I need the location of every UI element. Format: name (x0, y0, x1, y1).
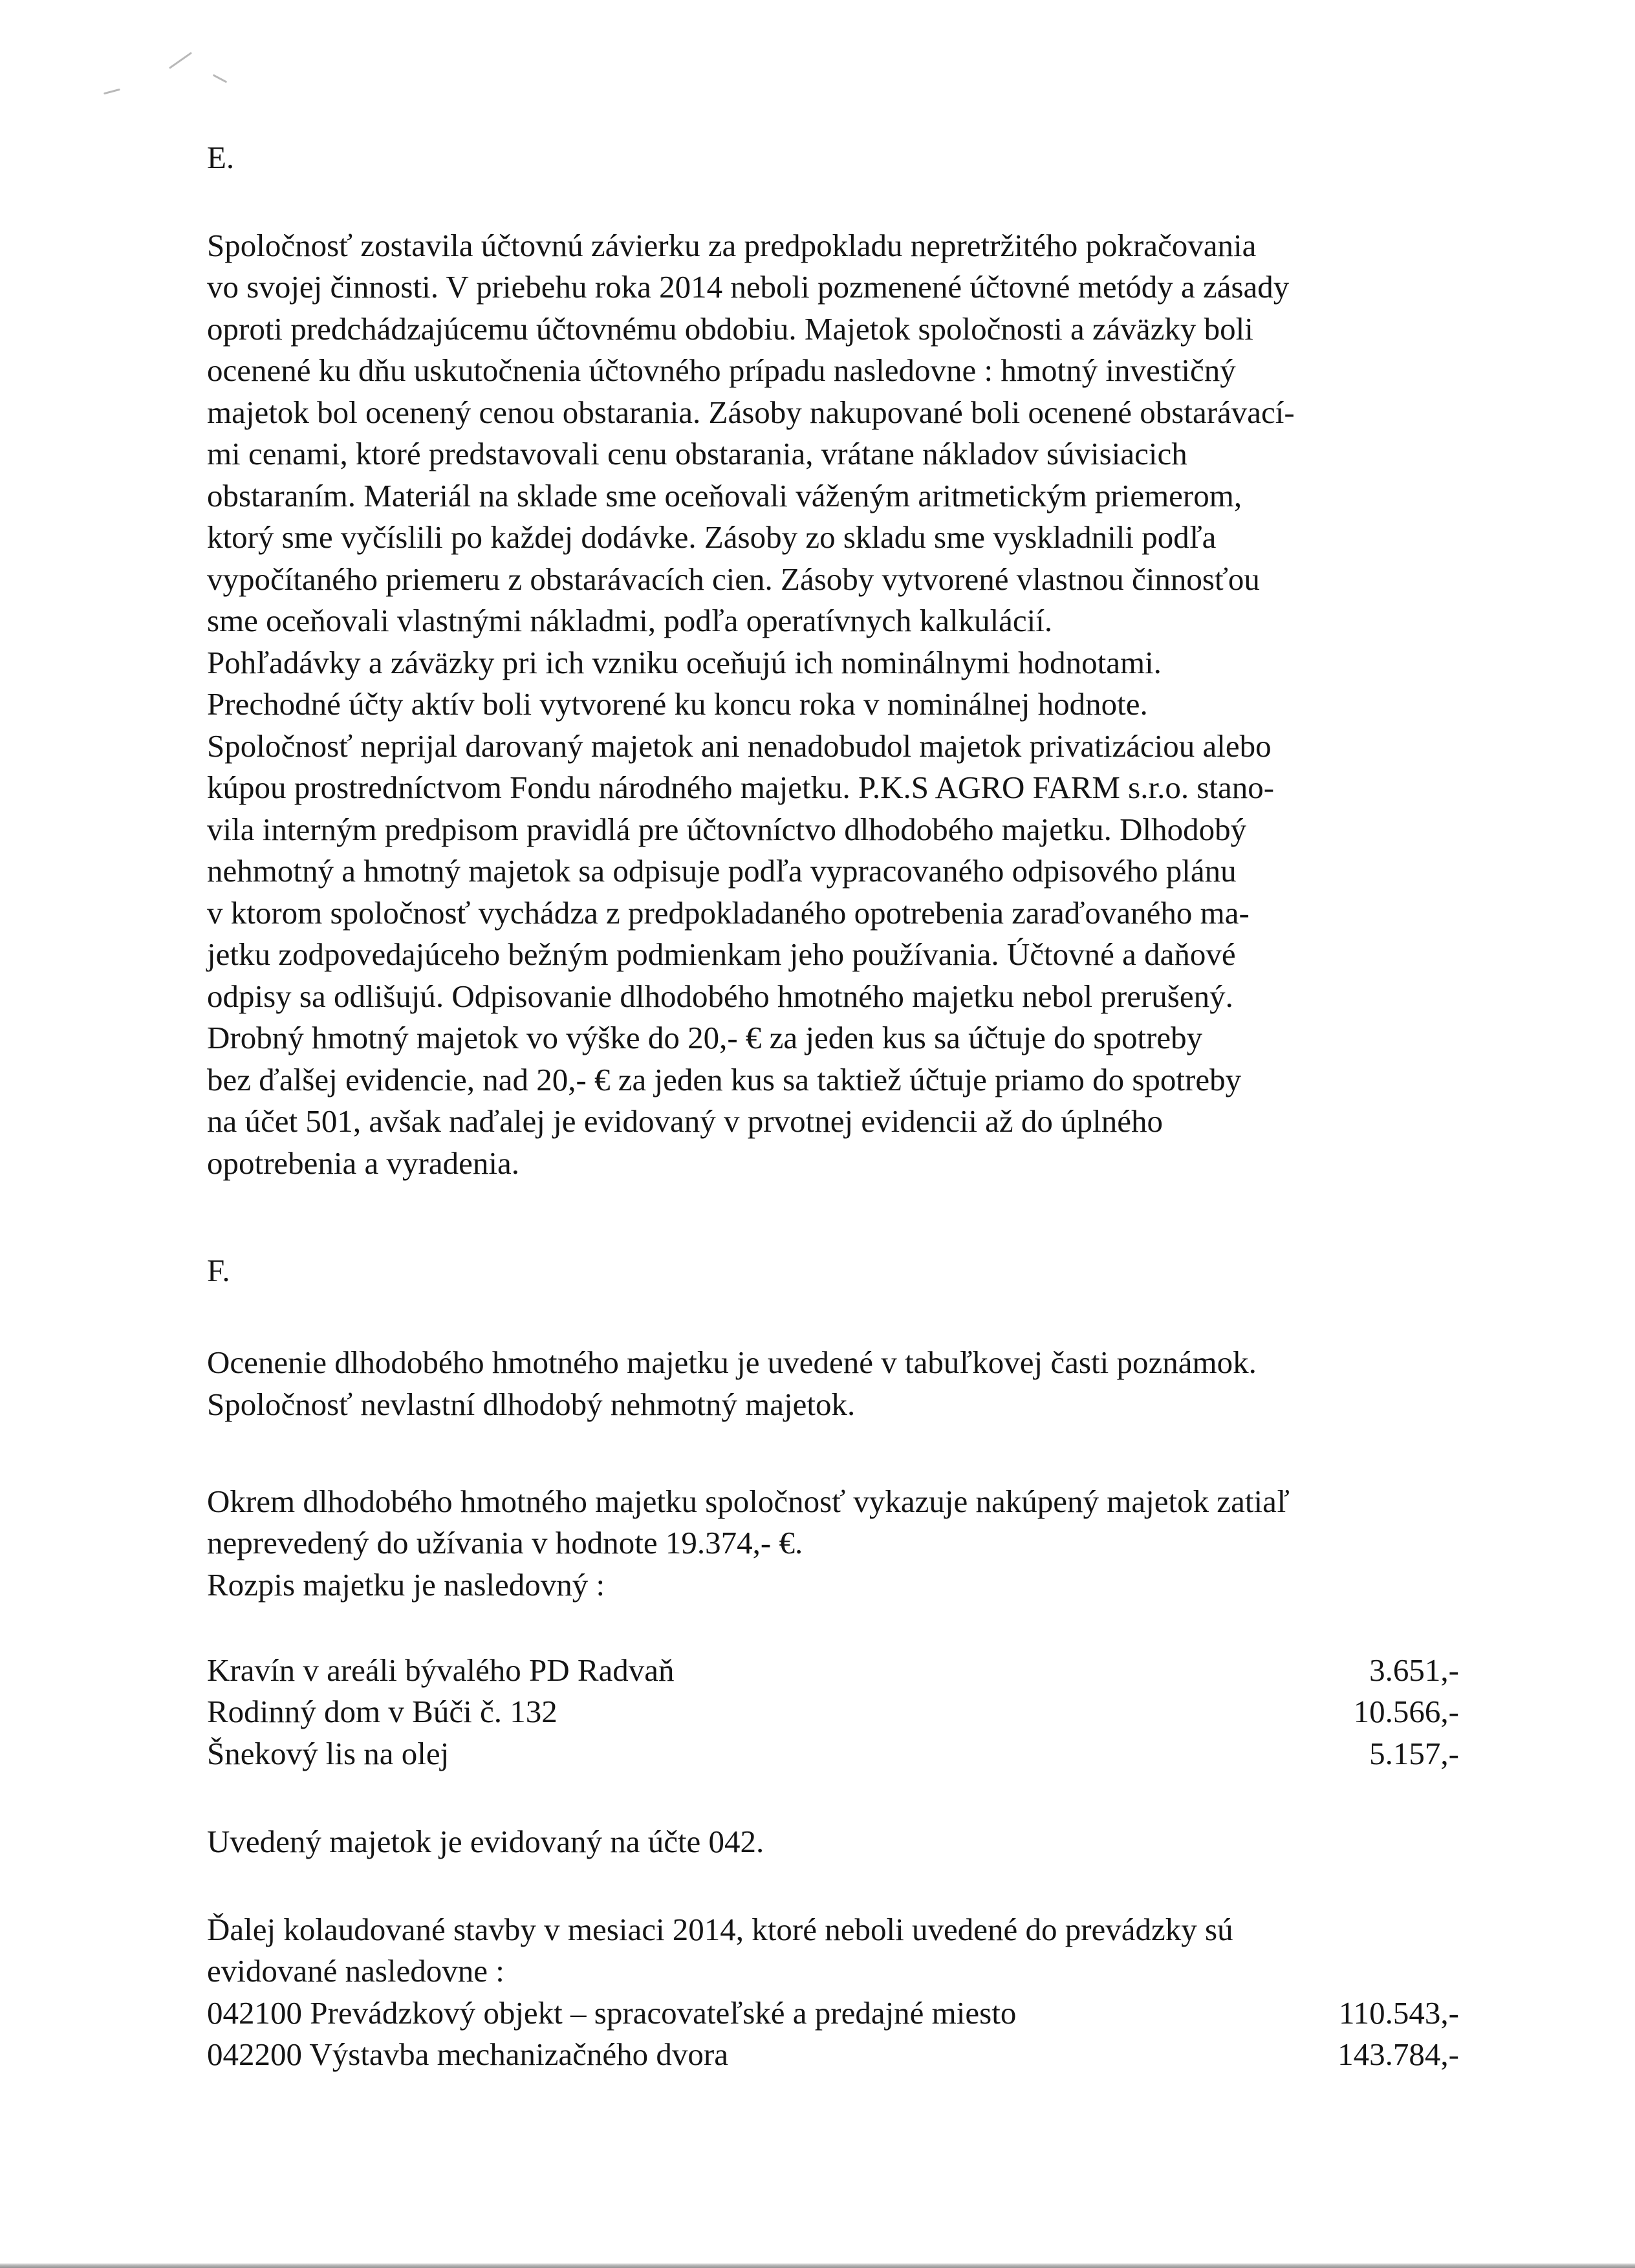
asset-row (207, 1691, 1459, 1733)
scan-bottom-edge (0, 2263, 1635, 2268)
section-e-line: ktorý sme vyčíslili po každej dodávke. Zásoby zo skladu sme vyskladnili podľa (207, 519, 1217, 555)
section-e-line: Pohľadávky a záväzky pri ich vzniku oceňujú ich nominálnymi hodnotami. (207, 645, 1162, 680)
building-row (207, 1993, 1459, 2034)
section-e-line: opotrebenia a vyradenia. (207, 1145, 519, 1181)
section-f-heading: F. (207, 1253, 230, 1288)
section-e-line: nehmotný a hmotný majetok sa odpisuje podľa vypracovaného odpisového plánu (207, 853, 1237, 889)
section-e-line: vo svojej činnosti. V priebehu roka 2014 neboli pozmenené účtovné metódy a zásady (207, 269, 1290, 305)
scan-artifact (213, 74, 228, 83)
section-e-line: v ktorom spoločnosť vychádza z predpokladaného opotrebenia zaraďovaného ma- (207, 895, 1250, 931)
asset-row (207, 1733, 1459, 1775)
section-e-line: vypočítaného priemeru z obstarávacích cien. Zásoby vytvorené vlastnou činnosťou (207, 561, 1260, 597)
section-e-line: jetku zodpovedajúceho bežným podmienkam jeho používania. Účtovné a daňové (207, 936, 1236, 972)
building-value: 143.784,- (1337, 2036, 1459, 2072)
section-e-line: majetok bol ocenený cenou obstarania. Zásoby nakupované boli ocenené obstarávací- (207, 394, 1295, 430)
section-f-paragraph-1-line: Spoločnosť nevlastní dlhodobý nehmotný majetok. (207, 1387, 856, 1422)
building-label: 042100 Prevádzkový objekt – spracovateľské a predajné miesto (207, 1995, 1017, 2031)
section-e-line: sme oceňovali vlastnými nákladmi, podľa operatívnych kalkulácií. (207, 603, 1053, 638)
section-f-paragraph-2-line: Rozpis majetku je nasledovný : (207, 1567, 605, 1603)
section-e-line: mi cenami, ktoré predstavovali cenu obstarania, vrátane nákladov súvisiacich (207, 436, 1187, 471)
asset-row (207, 1650, 1459, 1691)
section-e-line: Prechodné účty aktív boli vytvorené ku koncu roka v nominálnej hodnote. (207, 686, 1148, 722)
section-e-line: oproti predchádzajúcemu účtovnému obdobiu. Majetok spoločnosti a záväzky boli (207, 311, 1253, 347)
building-row (207, 2034, 1459, 2075)
asset-label: Rodinný dom v Búči č. 132 (207, 1694, 558, 1729)
asset-value: 10.566,- (1353, 1694, 1459, 1729)
section-f-paragraph-3-line: evidované nasledovne : (207, 1953, 504, 1989)
section-e-line: na účet 501, avšak naďalej je evidovaný v prvotnej evidencii až do úplného (207, 1103, 1164, 1139)
section-e-line: bez ďalšej evidencie, nad 20,- € za jeden kus sa taktiež účtuje priamo do spotreby (207, 1062, 1242, 1097)
section-f-paragraph-3-line: Ďalej kolaudované stavby v mesiaci 2014, ktoré neboli uvedené do prevádzky sú (207, 1912, 1233, 1947)
asset-value: 3.651,- (1369, 1652, 1459, 1688)
section-e-line: Drobný hmotný majetok vo výške do 20,- € za jeden kus sa účtuje do spotreby (207, 1020, 1203, 1055)
section-e-line: kúpou prostredníctvom Fondu národného majetku. P.K.S AGRO FARM s.r.o. stano- (207, 770, 1275, 805)
building-label: 042200 Výstavba mechanizačného dvora (207, 2036, 728, 2072)
section-e-line: Spoločnosť neprijal darovaný majetok ani nenadobudol majetok privatizáciou alebo (207, 728, 1272, 764)
section-f-paragraph-1-line: Ocenenie dlhodobého hmotného majetku je uvedené v tabuľkovej časti poznámok. (207, 1345, 1257, 1380)
asset-value: 5.157,- (1369, 1736, 1459, 1771)
section-e-line: odpisy sa odlišujú. Odpisovanie dlhodobého hmotného majetku nebol prerušený. (207, 978, 1233, 1014)
scan-artifact (103, 89, 120, 95)
section-f-paragraph-2-line: Okrem dlhodobého hmotného majetku spoločnosť vykazuje nakúpený majetok zatiaľ (207, 1484, 1290, 1519)
section-e-line: Spoločnosť zostavila účtovnú závierku za predpokladu nepretržitého pokračovania (207, 228, 1257, 263)
account-note: Uvedený majetok je evidovaný na účte 042. (207, 1824, 764, 1859)
section-f-paragraph-2-line: neprevedený do užívania v hodnote 19.374,- €. (207, 1525, 803, 1561)
building-value: 110.543,- (1339, 1995, 1459, 2031)
asset-label: Kravín v areáli bývalého PD Radvaň (207, 1652, 675, 1688)
section-e-line: ocenené ku dňu uskutočnenia účtovného prípadu nasledovne : hmotný investičný (207, 352, 1236, 388)
scan-artifact (169, 52, 192, 69)
asset-label: Šnekový lis na olej (207, 1736, 449, 1771)
section-e-line: obstaraním. Materiál na sklade sme oceňovali váženým aritmetickým priemerom, (207, 478, 1242, 513)
section-e-heading: E. (207, 140, 235, 175)
section-e-line: vila interným predpisom pravidlá pre účtovníctvo dlhodobého majetku. Dlhodobý (207, 812, 1247, 847)
